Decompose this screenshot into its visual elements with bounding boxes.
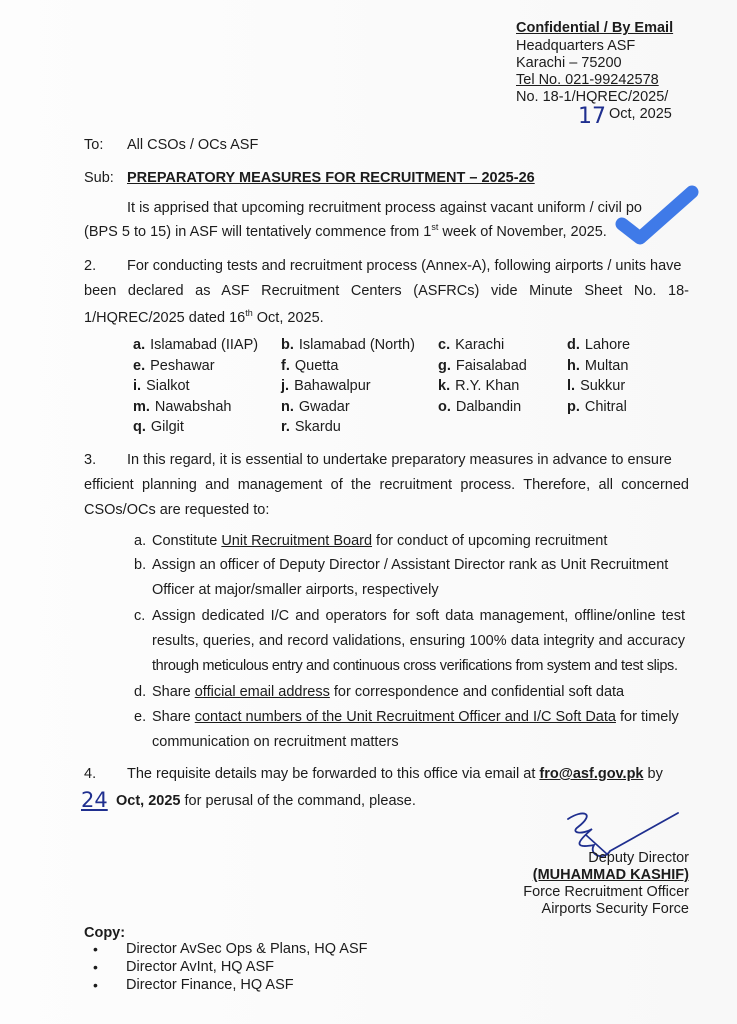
measure-b-line2: Officer at major/smaller airports, respectively (152, 582, 439, 598)
recruitment-center (438, 337, 567, 353)
para2-number: 2. (84, 258, 97, 274)
center-letter: i. (133, 378, 142, 395)
email-link[interactable]: fro@asf.gov.pk (539, 766, 644, 782)
recruitment-center (133, 419, 281, 435)
measure-e-line1: Share contact numbers of the Unit Recruitment Officer and I/C Soft Data for timely (152, 709, 679, 725)
measure-e-label: e. (134, 709, 147, 725)
handwritten-date-day: 17 (578, 104, 606, 129)
centers-row (133, 397, 630, 418)
recruitment-center (567, 358, 628, 374)
center-name: Lahore (584, 337, 631, 354)
measure-d-label: d. (134, 684, 147, 700)
center-name: Peshawar (150, 357, 215, 374)
recruitment-center (281, 337, 438, 353)
center-letter: p. (567, 398, 580, 415)
to-label: To: (84, 137, 104, 153)
center-name: Faisalabad (455, 357, 527, 374)
bullet-icon: • (93, 977, 98, 993)
center-letter: f. (281, 357, 290, 374)
measure-c-label: c. (134, 608, 146, 624)
center-letter: k. (438, 378, 451, 395)
para2-line3: 1/HQREC/2025 dated 16th Oct, 2025. (84, 308, 324, 326)
recruitment-center (133, 358, 281, 374)
center-name: Nawabshah (154, 398, 232, 415)
para1-line2: (BPS 5 to 15) in ASF will tentatively commence from 1st week of November, 2025. (84, 222, 607, 240)
office-name: Headquarters ASF (516, 38, 636, 54)
centers-row (133, 356, 630, 377)
center-name: Sukkur (580, 378, 626, 395)
center-letter: b. (281, 337, 294, 354)
para2-line1: For conducting tests and recruitment process (Annex-A), following airports / units have (127, 258, 682, 274)
center-name: Dalbandin (455, 398, 522, 415)
measure-c-line1: Assign dedicated I/C and operators for soft data management, offline/online test (152, 608, 685, 624)
subject-label: Sub: (84, 170, 114, 186)
copy-recipient: Director Finance, HQ ASF (126, 977, 294, 993)
signatory-designation: Force Recruitment Officer (523, 884, 689, 900)
recruitment-center (438, 399, 567, 415)
classification-label: Confidential / By Email (516, 20, 674, 36)
para1-line1: It is apprised that upcoming recruitment process against vacant uniform / civil po (127, 200, 642, 216)
recruitment-center (438, 358, 567, 374)
center-name: Quetta (294, 357, 339, 374)
center-letter: e. (133, 357, 146, 374)
measure-b-line1: Assign an officer of Deputy Director / Assistant Director rank as Unit Recruitment (152, 557, 669, 573)
center-name: Bahawalpur (294, 378, 371, 395)
center-letter: q. (133, 419, 146, 436)
recruitment-center (438, 378, 567, 394)
center-name: Gilgit (150, 419, 184, 436)
para4-line1: The requisite details may be forwarded to this office via email at fro@asf.gov.pk by (127, 766, 663, 782)
copy-recipient: Director AvInt, HQ ASF (126, 959, 275, 975)
center-letter: g. (438, 357, 451, 374)
to-recipients: All CSOs / OCs ASF (127, 137, 259, 153)
measure-a-label: a. (134, 533, 147, 549)
para3-line1: In this regard, it is essential to undertake preparatory measures in advance to ensure (127, 452, 672, 468)
center-letter: m. (133, 398, 150, 415)
center-name: Karachi (455, 337, 505, 354)
recruitment-center (133, 337, 281, 353)
telephone-number: Tel No. 021-99242578 (516, 72, 659, 88)
copy-label: Copy: (84, 925, 126, 941)
centers-row (133, 335, 630, 356)
para4-line2: Oct, 2025 for perusal of the command, please. (116, 793, 416, 809)
measure-e-line2: communication on recruitment matters (152, 734, 399, 750)
center-letter: a. (133, 337, 146, 354)
signatory-name: (MUHAMMAD KASHIF) (532, 867, 689, 883)
center-name: R.Y. Khan (455, 378, 520, 395)
centers-row (133, 376, 630, 397)
center-letter: o. (438, 398, 451, 415)
recruitment-center (281, 358, 438, 374)
measure-c-line3: through meticulous entry and continuous cross verifications from system and test slips. (152, 658, 678, 674)
recruitment-center (281, 378, 438, 394)
bullet-icon: • (93, 959, 98, 975)
center-name: Islamabad (IIAP) (150, 337, 259, 354)
recruitment-center (567, 378, 625, 394)
recruitment-center (133, 378, 281, 394)
center-letter: n. (281, 398, 294, 415)
center-letter: l. (567, 378, 576, 395)
copy-recipient: Director AvSec Ops & Plans, HQ ASF (126, 941, 368, 957)
center-letter: c. (438, 337, 451, 354)
subject-title: PREPARATORY MEASURES FOR RECRUITMENT – 2025-26 (127, 170, 535, 186)
center-letter: h. (567, 357, 580, 374)
signatory-organization: Airports Security Force (541, 901, 689, 917)
center-name: Sialkot (146, 378, 190, 395)
center-letter: j. (281, 378, 290, 395)
recruitment-center (281, 419, 438, 435)
recruitment-center (133, 399, 281, 415)
recruitment-centers-list (133, 335, 630, 438)
center-name: Chitral (584, 398, 627, 415)
measure-a-text: Constitute Unit Recruitment Board for conduct of upcoming recruitment (152, 533, 608, 549)
center-letter: d. (567, 337, 580, 354)
recruitment-center (567, 399, 627, 415)
checkmark-icon (612, 182, 702, 246)
signatory-title: Deputy Director (588, 850, 689, 866)
center-name: Islamabad (North) (298, 337, 415, 354)
para3-line3: CSOs/OCs are requested to: (84, 502, 270, 518)
center-name: Multan (584, 357, 629, 374)
bullet-icon: • (93, 941, 98, 957)
para2-line2: been declared as ASF Recruitment Centers (ASFRCs) vide Minute Sheet No. 18- (84, 283, 689, 299)
measure-c-line2: results, queries, and record validations, ensuring 100% data integrity and accuracy (152, 633, 685, 649)
reference-number: No. 18-1/HQREC/2025/ (516, 89, 669, 105)
letter-date: Oct, 2025 (609, 106, 672, 122)
center-name: Gwadar (298, 398, 350, 415)
recruitment-center (567, 337, 630, 353)
measure-b-label: b. (134, 557, 147, 573)
center-letter: r. (281, 419, 290, 436)
recruitment-center (281, 399, 438, 415)
para3-line2: efficient planning and management of the recruitment process. Therefore, all concerned (84, 477, 689, 493)
center-name: Skardu (294, 419, 341, 436)
para3-number: 3. (84, 452, 97, 468)
centers-row (133, 417, 630, 438)
office-city: Karachi – 75200 (516, 55, 622, 71)
measure-d-text: Share official email address for correspondence and confidential soft data (152, 684, 625, 700)
para4-number: 4. (84, 766, 97, 782)
handwritten-deadline-day: 24 (81, 788, 108, 812)
